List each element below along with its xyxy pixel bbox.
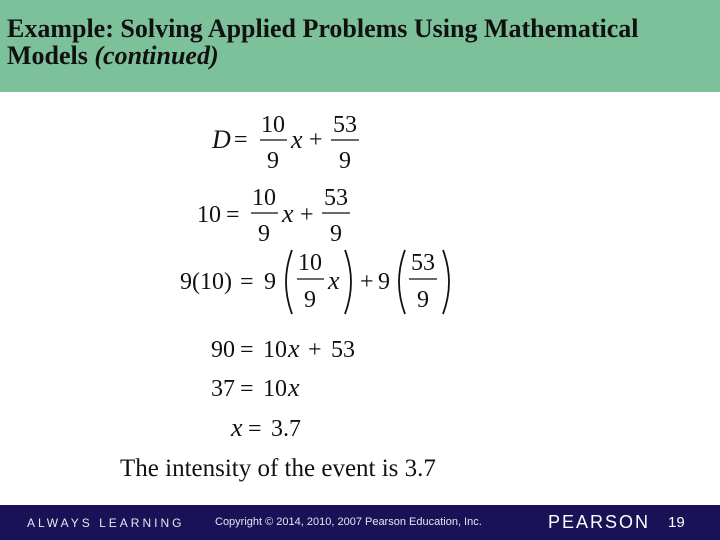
equation-line-3 xyxy=(180,250,449,314)
footer-copyright: Copyright © 2014, 2010, 2007 Pearson Education, Inc. xyxy=(215,516,482,528)
equation-line-5 xyxy=(211,373,300,402)
eq2-frac2-den: 9 xyxy=(330,221,342,247)
eq1-var: x xyxy=(291,125,303,154)
eq6-equals: = xyxy=(248,416,262,442)
eq3-right-paren-2 xyxy=(443,250,449,314)
eq3-coef1: 9 xyxy=(264,269,276,295)
eq3-coef2: 9 xyxy=(378,269,390,295)
eq4-var: x xyxy=(288,334,300,363)
eq2-equals: = xyxy=(226,202,240,228)
eq2-frac2-num: 53 xyxy=(324,185,348,211)
equation-line-6 xyxy=(230,413,301,442)
eq3-lhs: 9(10) xyxy=(180,269,232,295)
eq3-right-paren-1 xyxy=(345,250,351,314)
eq1-frac1-num: 10 xyxy=(261,112,285,138)
eq1-frac1-den: 9 xyxy=(267,148,279,174)
eq2-frac1-den: 9 xyxy=(258,221,270,247)
title-main: Example: Solving Applied Problems Using Mathematical Models xyxy=(7,14,639,70)
eq3-equals: = xyxy=(240,269,254,295)
pearson-logo: PEARSON xyxy=(548,512,651,532)
equation-block xyxy=(170,100,470,450)
eq4-lhs: 90 xyxy=(211,337,235,363)
eq3-plus: + xyxy=(360,269,374,295)
eq5-equals: = xyxy=(240,376,254,402)
footer-tagline: ALWAYS LEARNING xyxy=(27,516,185,530)
slide-title xyxy=(7,15,713,69)
title-continued: (continued) xyxy=(94,41,219,70)
eq1-plus: + xyxy=(309,127,323,153)
eq5-var: x xyxy=(288,373,300,402)
eq3-frac1-num: 10 xyxy=(298,250,322,276)
equation-line-1 xyxy=(211,112,359,174)
eq4-equals: = xyxy=(240,337,254,363)
eq2-frac1-num: 10 xyxy=(252,185,276,211)
eq2-plus: + xyxy=(300,202,314,228)
eq3-frac2-num: 53 xyxy=(411,250,435,276)
equation-line-4 xyxy=(211,334,355,363)
conclusion-text: The intensity of the event is 3.7 xyxy=(120,455,436,482)
eq6-var: x xyxy=(231,413,243,442)
eq1-equals: = xyxy=(234,127,248,153)
eq1-frac2-den: 9 xyxy=(339,148,351,174)
eq3-frac1-den: 9 xyxy=(304,287,316,313)
eq2-lhs: 10 xyxy=(197,202,221,228)
equation-line-2 xyxy=(197,185,350,247)
eq4-term2: 53 xyxy=(331,337,355,363)
eq4-plus: + xyxy=(308,337,322,363)
title-bar xyxy=(0,0,720,92)
eq5-term1: 10 xyxy=(263,376,287,402)
eq4-term1: 10 xyxy=(263,337,287,363)
eq3-left-paren-1 xyxy=(286,250,292,314)
eq3-left-paren-2 xyxy=(399,250,405,314)
eq3-frac2-den: 9 xyxy=(417,287,429,313)
eq1-lhs: D xyxy=(212,125,231,154)
eq2-var: x xyxy=(282,199,294,228)
page-number: 19 xyxy=(668,514,685,531)
eq3-var: x xyxy=(328,266,340,295)
eq1-frac2-num: 53 xyxy=(333,112,357,138)
eq5-lhs: 37 xyxy=(211,376,235,402)
footer-bar xyxy=(0,505,720,540)
eq6-value: 3.7 xyxy=(271,416,301,442)
